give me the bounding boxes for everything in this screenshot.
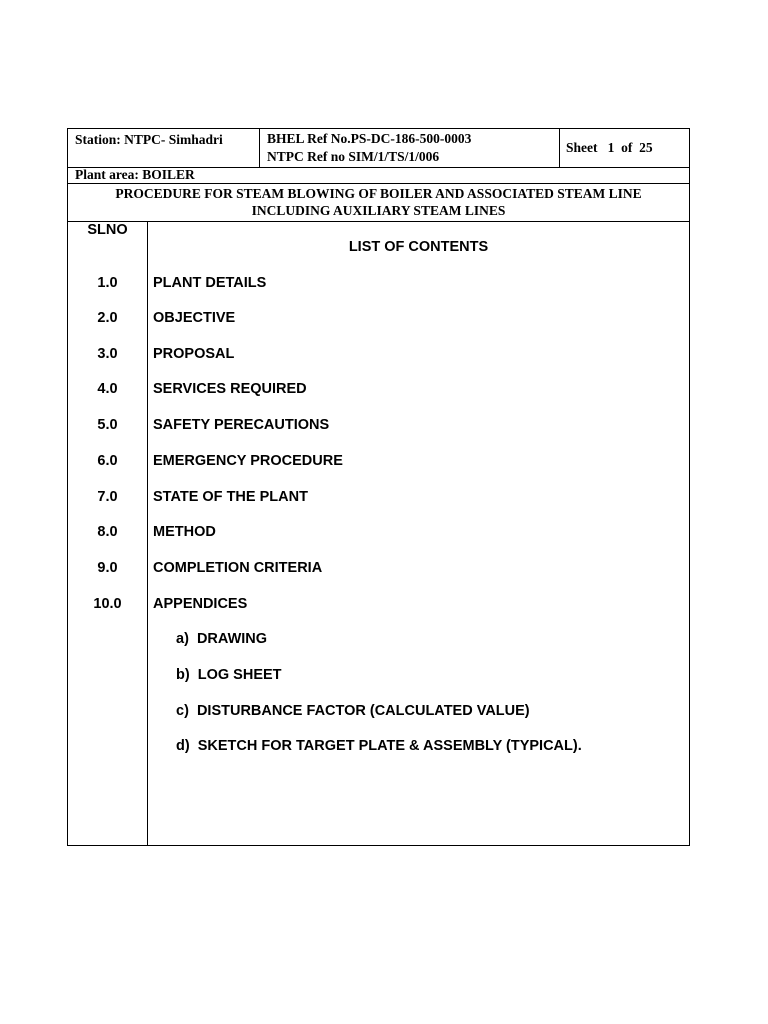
plant-area-rule [68, 183, 689, 184]
list-item: STATE OF THE PLANT [153, 489, 308, 505]
header-divider-2 [559, 129, 560, 168]
list-item: METHOD [153, 524, 216, 540]
list-item: EMERGENCY PROCEDURE [153, 453, 343, 469]
list-item: OBJECTIVE [153, 310, 236, 326]
document-table [67, 128, 690, 846]
appendix-item: d) SKETCH FOR TARGET PLATE & ASSEMBLY (TYPICAL). [176, 738, 582, 754]
item-number: 5.0 [97, 417, 118, 433]
bhel-ref: BHEL Ref No.PS-DC-186-500-0003 [267, 131, 472, 146]
slno-header: SLNO [87, 222, 128, 238]
item-number: 7.0 [97, 489, 118, 505]
list-item: COMPLETION CRITERIA [153, 560, 323, 576]
appendix-item: a) DRAWING [176, 631, 268, 647]
list-item: SERVICES REQUIRED [153, 381, 307, 397]
item-number: 4.0 [97, 381, 118, 397]
item-number: 9.0 [97, 560, 118, 576]
item-number: 10.0 [93, 596, 122, 612]
station-label: Station: NTPC- Simhadri [75, 132, 223, 147]
item-number: 8.0 [97, 524, 118, 540]
list-of-contents-heading: LIST OF CONTENTS [348, 239, 489, 255]
appendix-item: c) DISTURBANCE FACTOR (CALCULATED VALUE) [176, 703, 530, 719]
slno-column-divider [147, 221, 148, 845]
list-item: SAFETY PERECAUTIONS [153, 417, 330, 433]
item-number: 1.0 [97, 275, 118, 291]
title-rule [68, 221, 689, 222]
list-item: PLANT DETAILS [153, 275, 267, 291]
header-divider-1 [259, 129, 260, 168]
item-number: 2.0 [97, 310, 118, 326]
document-title-line-2: INCLUDING AUXILIARY STEAM LINES [251, 203, 506, 218]
ntpc-ref: NTPC Ref no SIM/1/TS/1/006 [267, 149, 440, 164]
list-item: PROPOSAL [153, 346, 235, 362]
sheet-number: Sheet 1 of 25 [566, 140, 653, 155]
appendix-item: b) LOG SHEET [176, 667, 282, 683]
item-number: 6.0 [97, 453, 118, 469]
list-item: APPENDICES [153, 596, 248, 612]
item-number: 3.0 [97, 346, 118, 362]
plant-area: Plant area: BOILER [75, 167, 195, 182]
document-title-line-1: PROCEDURE FOR STEAM BLOWING OF BOILER AND ASSOCIATED STEAM LINE [115, 186, 642, 201]
